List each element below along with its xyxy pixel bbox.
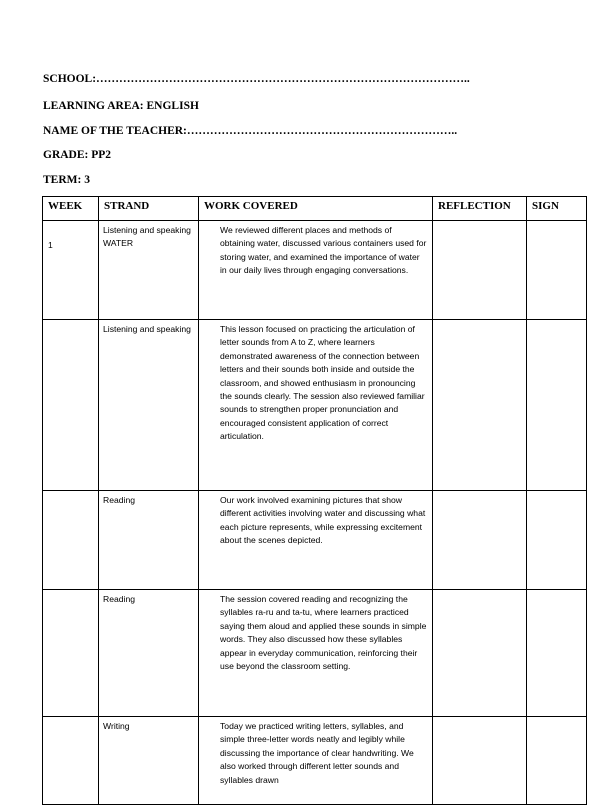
- sign-cell: [527, 320, 587, 491]
- term-line: TERM: 3: [43, 174, 90, 186]
- week-cell: 1: [43, 221, 99, 320]
- sign-cell: [527, 221, 587, 320]
- work-covered-cell: Our work involved examining pictures that show different activities involving water and discussing what each picture represents, while expressing excitement about the scenes depicted.: [199, 491, 433, 590]
- week-cell: [43, 320, 99, 491]
- work-covered-cell: This lesson focused on practicing the articulation of letter sounds from A to Z, where learners demonstrated awareness of the connection between letters and their sounds both inside and outside the classroom, and showed enthusiasm in pronouncing the sounds clearly. The session also reviewed familiar sounds to strengthen proper pronunciation and encouraged consistent application of correct articulation.: [199, 320, 433, 491]
- work-covered-table: [42, 196, 587, 805]
- table-row: [43, 320, 587, 491]
- work-covered-cell: Today we practiced writing letters, syllables, and simple three-letter words neatly and legibly while discussing the importance of clear handwriting. We also worked through different letter sounds and syllables drawn: [199, 717, 433, 805]
- strand-cell: Writing: [99, 717, 199, 805]
- week-cell: [43, 717, 99, 805]
- table-header-row: [43, 197, 587, 221]
- reflection-cell: [433, 221, 527, 320]
- column-header-strand: STRAND: [99, 197, 199, 221]
- column-header-week: WEEK: [43, 197, 99, 221]
- reflection-cell: [433, 717, 527, 805]
- reflection-cell: [433, 590, 527, 717]
- strand-cell: Reading: [99, 590, 199, 717]
- reflection-cell: [433, 491, 527, 590]
- table-row: [43, 590, 587, 717]
- table-row: [43, 491, 587, 590]
- sign-cell: [527, 491, 587, 590]
- sign-cell: [527, 590, 587, 717]
- strand-cell: Reading: [99, 491, 199, 590]
- learning-area-line: LEARNING AREA: ENGLISH: [43, 100, 199, 112]
- work-covered-cell: We reviewed different places and methods of obtaining water, discussed various containers used for storing water, and examined the importance of water in our daily lives through engaging conversations.: [199, 221, 433, 320]
- week-cell: [43, 590, 99, 717]
- table-row: [43, 717, 587, 805]
- week-cell: [43, 491, 99, 590]
- column-header-sign: SIGN: [527, 197, 587, 221]
- column-header-work-covered: WORK COVERED: [199, 197, 433, 221]
- strand-cell: Listening and speaking WATER: [99, 221, 199, 320]
- sign-cell: [527, 717, 587, 805]
- school-line: SCHOOL:……………………………………………………………………………………..: [43, 73, 470, 85]
- grade-line: GRADE: PP2: [43, 149, 112, 161]
- reflection-cell: [433, 320, 527, 491]
- column-header-reflection: REFLECTION: [433, 197, 527, 221]
- work-covered-cell: The session covered reading and recognizing the syllables ra-ru and ta-tu, where learners practiced saying them aloud and applied these sounds in simple words. They also discussed how these syllables appear in everyday communication, reinforcing their use beyond the classroom setting.: [199, 590, 433, 717]
- strand-cell: Listening and speaking: [99, 320, 199, 491]
- teacher-name-line: NAME OF THE TEACHER:……………………………………………………………..: [43, 125, 458, 137]
- table-row: [43, 221, 587, 320]
